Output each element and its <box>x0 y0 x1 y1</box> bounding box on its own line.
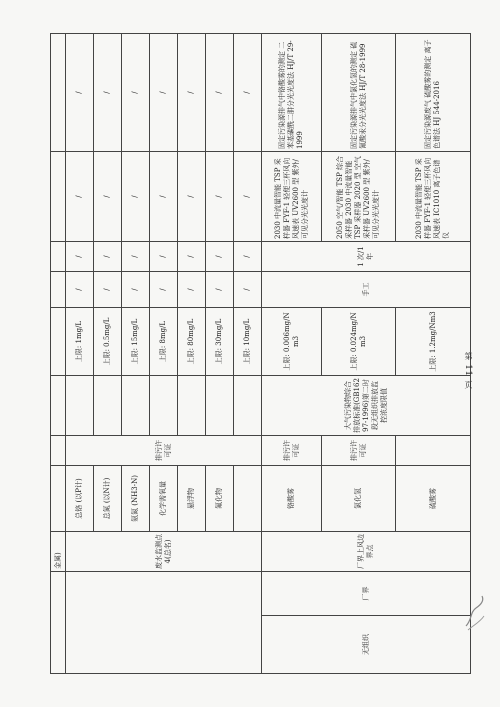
cell <box>234 376 262 436</box>
cell: 排污许可证 <box>66 436 262 466</box>
cell <box>51 272 66 308</box>
cell: / <box>66 34 94 152</box>
cell: 1 次/1年 <box>262 242 471 272</box>
cell: 废水监测点4(总名) <box>66 532 262 572</box>
cell: 上限: 1.2mg/Nm3 <box>396 308 471 376</box>
cell: 排污许可证 <box>262 436 322 466</box>
cell <box>51 34 66 152</box>
cell: / <box>66 272 94 308</box>
cell: 悬浮物 <box>178 466 206 532</box>
cell: / <box>94 34 122 152</box>
cell: / <box>150 272 178 308</box>
cell: 氟化物 <box>206 466 234 532</box>
cell: / <box>206 272 234 308</box>
cell: 总铬 (以P计) <box>66 466 94 532</box>
cell: 上限: 0.006mg/Nm3 <box>262 308 322 376</box>
table-row <box>66 34 94 674</box>
cell: 化学需氧量 <box>150 466 178 532</box>
cell: 排污许可证 <box>322 436 396 466</box>
cell <box>94 376 122 436</box>
cell: 上限: 0.024mg/Nm3 <box>322 308 396 376</box>
cell <box>51 376 66 436</box>
cell <box>66 572 262 674</box>
cell: / <box>206 152 234 242</box>
cell: 固定污染源排气中氯化氢的测定 硫氰酸汞分光光度法 HJ/T 28-1999 <box>322 34 396 152</box>
cell <box>150 376 178 436</box>
cell: / <box>178 272 206 308</box>
handwritten-mark-icon <box>462 592 488 632</box>
cell <box>51 572 66 674</box>
cell <box>234 466 262 532</box>
cell: 固定污染源废气 硫酸雾的测定 离子色谱法 HJ 544-2016 <box>396 34 471 152</box>
page-number: 第 11 页 <box>464 352 473 390</box>
cell: 上限: 30mg/L <box>206 308 234 376</box>
cell: 2030 中流量智能 TSP 采样器 FYF-1 轻便三杯风向风速表 UV2600 型 紫外/可见分光光度计 <box>262 152 322 242</box>
cell <box>51 308 66 376</box>
cell <box>51 242 66 272</box>
cell <box>396 436 471 466</box>
cell: 2030 中流量智能 TSP 采样器 FYF-1 轻便三杯风向风速表 IC1010 离子色谱仪 <box>396 152 471 242</box>
cell: 上限: 0.5mg/L <box>94 308 122 376</box>
cell: / <box>122 34 150 152</box>
cell <box>51 436 66 466</box>
cell: / <box>122 152 150 242</box>
cell: 上限: 8mg/L <box>150 308 178 376</box>
cell: / <box>150 34 178 152</box>
cell <box>51 152 66 242</box>
cell: 无组织 <box>262 616 471 674</box>
cell: 氯化氢 <box>322 466 396 532</box>
table-row <box>51 34 66 674</box>
cell: 上限: 15mg/L <box>122 308 150 376</box>
cell: / <box>94 152 122 242</box>
monitoring-table <box>50 33 471 674</box>
cell: / <box>178 152 206 242</box>
cell: / <box>206 34 234 152</box>
cell: 手工 <box>262 272 471 308</box>
table-row <box>262 34 322 674</box>
cell: 总氮 (以N计) <box>94 466 122 532</box>
cell <box>122 376 150 436</box>
rotated-table-wrapper <box>50 34 450 674</box>
cell: / <box>66 152 94 242</box>
cell: 上限: 80mg/L <box>178 308 206 376</box>
cell: 2050 空气/智能 TSP 综合采样器 2030 中流量智能 TSP 采样器 2020 型 空气采样器 UV2600 型 紫外/可见分光光度计 <box>322 152 396 242</box>
cell: / <box>178 34 206 152</box>
cell: 厂界 <box>262 572 471 616</box>
cell: / <box>94 242 122 272</box>
cell: 上限: 1mg/L <box>66 308 94 376</box>
cell <box>51 466 66 532</box>
cell <box>178 376 206 436</box>
cell: / <box>122 242 150 272</box>
cell: 铬酸雾 <box>262 466 322 532</box>
cell <box>206 376 234 436</box>
cell <box>66 376 94 436</box>
cell: / <box>234 34 262 152</box>
cell: / <box>122 272 150 308</box>
cell: / <box>66 242 94 272</box>
cell: / <box>150 242 178 272</box>
cell: 大气污染物综合排放标准(GB16297-1996)第二时段无组织排放监控浓度限值 <box>262 376 471 436</box>
cell: / <box>150 152 178 242</box>
cell: / <box>178 242 206 272</box>
cell: 硫酸雾 <box>396 466 471 532</box>
cell: 厂界上风边界点 <box>262 532 471 572</box>
cell: / <box>206 242 234 272</box>
cell: 氨氮 (NH3-N) <box>122 466 150 532</box>
cell: / <box>234 242 262 272</box>
cell: 上限: 10mg/L <box>234 308 262 376</box>
cell: / <box>234 272 262 308</box>
cell: 固定污染源排气中铬酸雾的测定 二苯基碳酰二肼分光光度法 HJ/T 29-1999 <box>262 34 322 152</box>
cell: / <box>234 152 262 242</box>
cell: / <box>94 272 122 308</box>
cell: 金属) <box>51 532 66 572</box>
